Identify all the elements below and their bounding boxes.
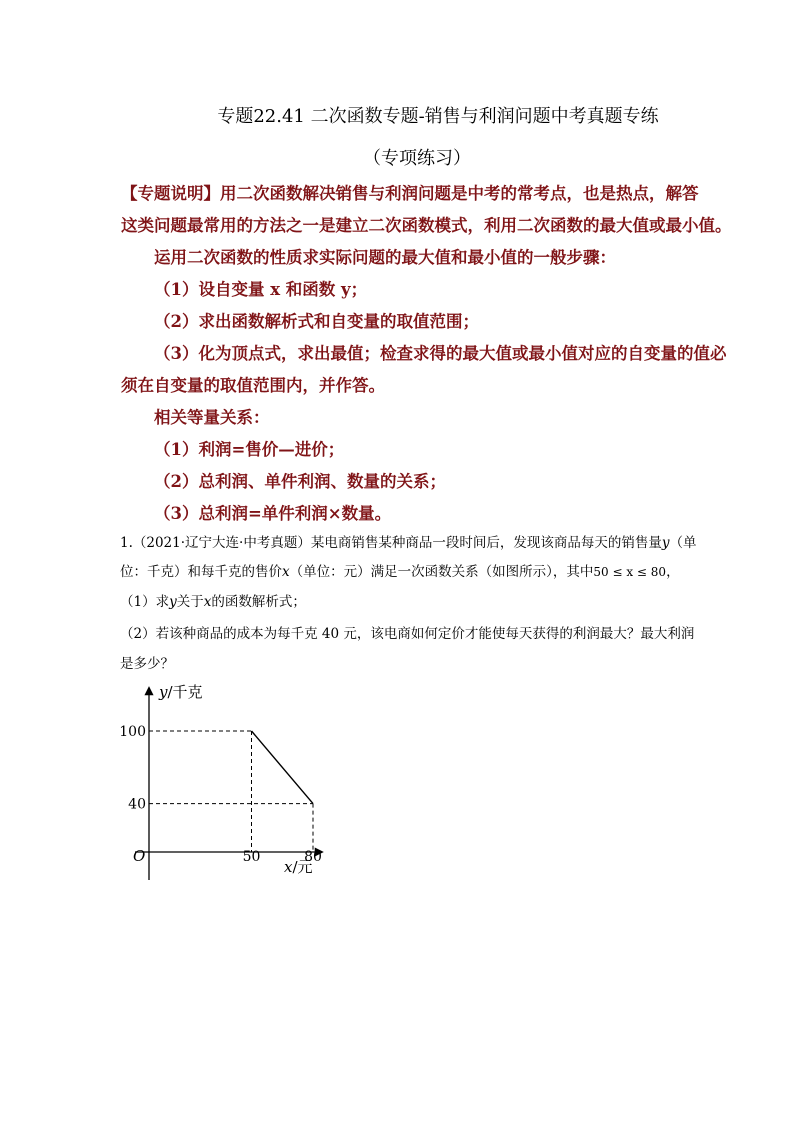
problem-1-part-1: （1）求y关于x的函数解析式；	[120, 594, 306, 610]
intro-line-2: 这类问题最常用的方法之一是建立二次函数模式，利用二次函数的最大值或最小值。	[121, 216, 732, 235]
problem-1-part-2-line-2: 是多少？	[120, 656, 174, 672]
problem-1-line-2: 位：千克）和每千克的售价x（单位：元）满足一次函数关系（如图所示），其中50 ≤ x ≤ 80，	[120, 564, 680, 580]
problem-1-line-1: 1.（2021·辽宁大连·中考真题）某电商销售某种商品一段时间后，发现该商品每天的销售量y（单	[120, 535, 697, 551]
intro-line-1: 【专题说明】用二次函数解决销售与利润问题是中考的常考点，也是热点，解答	[121, 184, 699, 203]
function-graph	[110, 680, 340, 885]
step-2: （2）求出函数解析式和自变量的取值范围；	[154, 312, 479, 331]
intro-line-3: 运用二次函数的性质求实际问题的最大值和最小值的一般步骤：	[154, 248, 616, 267]
relations-heading: 相关等量关系：	[154, 408, 270, 427]
y-axis-label: y/千克	[159, 683, 203, 701]
relation-2: （2）总利润、单件利润、数量的关系；	[154, 472, 446, 491]
series-line	[252, 731, 314, 804]
page-subtitle: （专项练习）	[363, 148, 471, 169]
x-tick-label: 80	[304, 849, 322, 865]
origin-label: O	[133, 847, 146, 865]
problem-1-part-2-line-1: （2）若该种商品的成本为每千克 40 元，该电商如何定价才能使每天获得的利润最大？最大利润	[120, 626, 695, 642]
step-3-line-1: （3）化为顶点式，求出最值；检查求得的最大值或最小值对应的自变量的值必	[154, 344, 727, 363]
step-1: （1）设自变量 x 和函数 y；	[154, 280, 368, 299]
y-tick-label: 100	[119, 724, 146, 740]
x-axis-label: x/元	[284, 858, 313, 876]
relation-1: （1）利润=售价—进价；	[154, 440, 345, 459]
page-title: 专题22.41 二次函数专题-销售与利润问题中考真题专练	[217, 106, 659, 127]
y-tick-label: 40	[128, 796, 146, 813]
x-tick-label: 50	[242, 849, 261, 865]
relation-3: （3）总利润=单件利润×数量。	[154, 504, 392, 523]
step-3-line-2: 须在自变量的取值范围内，并作答。	[121, 376, 385, 395]
